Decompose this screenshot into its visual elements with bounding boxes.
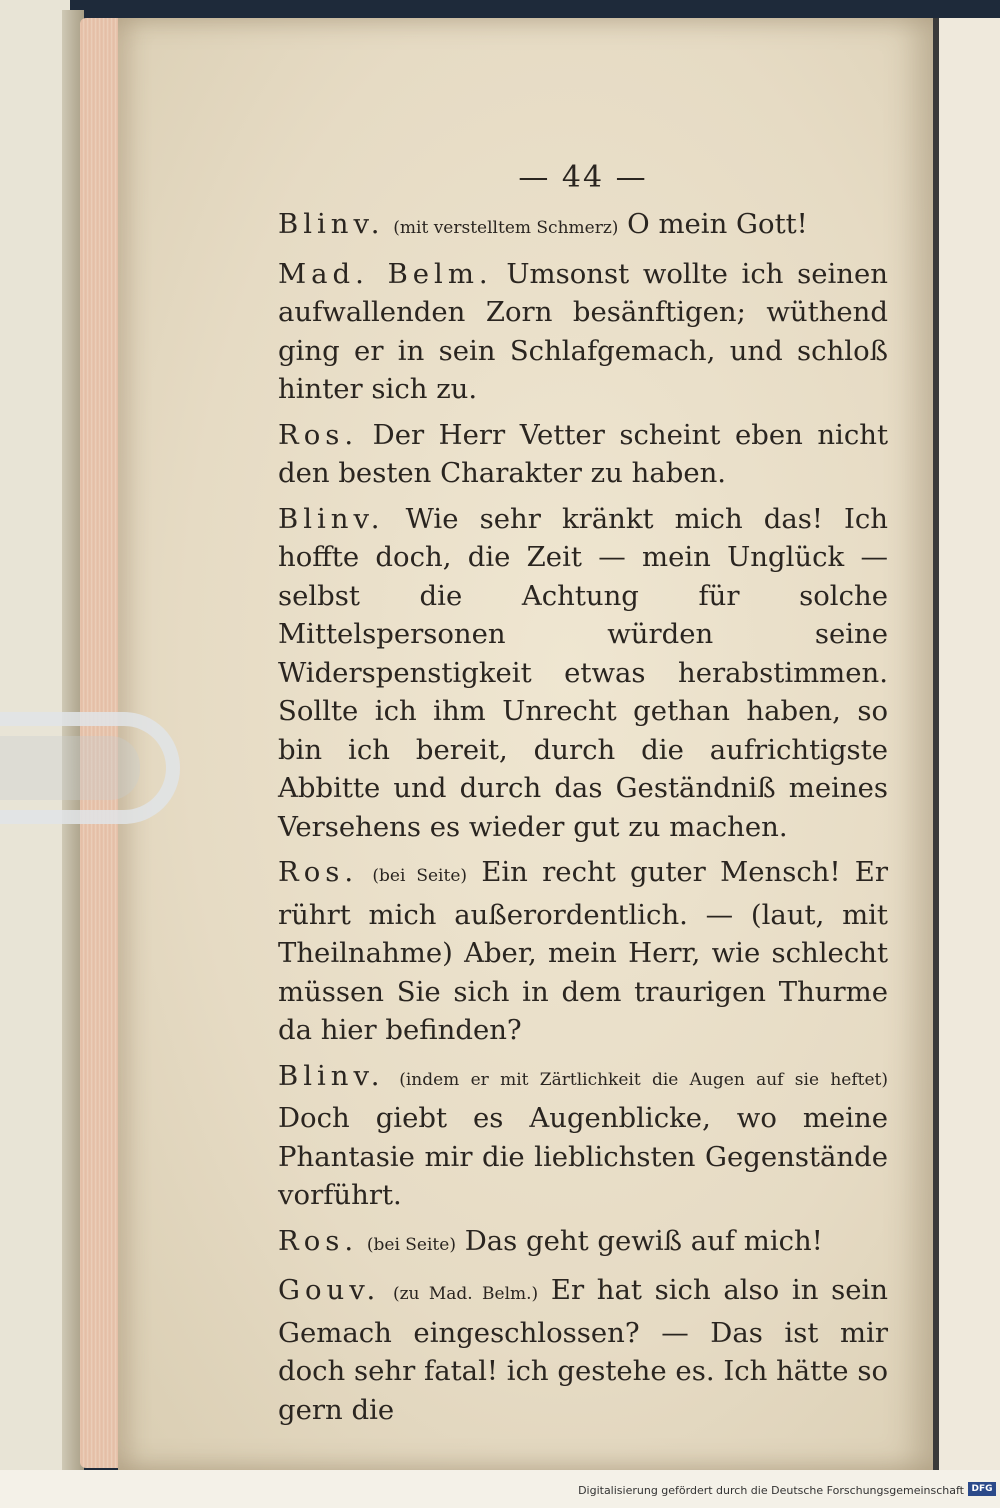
- paragraph: [278, 416, 888, 493]
- stage-direction: (zu Mad. Belm.): [392, 1284, 539, 1304]
- paragraph: [278, 500, 888, 847]
- dialogue-text: Er hat sich also in sein Gemach eingeschlossen? — Das ist mir doch sehr fatal! ich gestehe es. Ich hätte so gern die: [278, 1274, 889, 1426]
- dialogue-text: Der Herr Vetter scheint eben nicht den besten Charakter zu haben.: [278, 418, 888, 489]
- footer-credit: Digitalisierung gefördert durch die Deutsche Forschungsgemeinschaft: [578, 1484, 964, 1497]
- page-clip: [0, 712, 195, 824]
- dialogue-text: Umsonst wollte ich seinen aufwallenden Zorn besänftigen; wüthend ging er in sein Schlafgemach, und schloß hinter sich zu.: [278, 257, 888, 405]
- paragraph: [278, 255, 888, 409]
- speaker-name: Mad. Belm.: [278, 257, 493, 290]
- stage-direction: (bei Seite): [372, 866, 468, 886]
- paragraph: [278, 1057, 888, 1215]
- speaker-name: Ros.: [278, 1224, 359, 1257]
- speaker-name: Gouv.: [278, 1274, 381, 1306]
- dialogue-text: O mein Gott!: [627, 208, 808, 240]
- stage-direction: (mit verstelltem Schmerz): [393, 218, 619, 238]
- paragraph: [278, 1271, 888, 1429]
- dialogue-text: Das geht gewiß auf mich!: [464, 1224, 823, 1257]
- paragraph: [278, 1222, 888, 1265]
- speaker-name: Ros.: [278, 418, 359, 451]
- facing-page-edge: [933, 18, 1000, 1470]
- speaker-name: Blinv.: [278, 1059, 385, 1092]
- dialogue-text: Ein recht guter Mensch! Er rührt mich außerordentlich. — (laut, mit Theilnahme) Aber, mein Herr, wie schlecht müssen Sie sich in dem traurigen Thurme da hier befinden?: [278, 856, 888, 1046]
- dfg-logo: DFG: [968, 1482, 996, 1496]
- paragraph: [278, 853, 888, 1050]
- dialogue-text: Wie sehr kränkt mich das! Ich hoffte doch, die Zeit — mein Unglück — selbst die Achtung für solche Mittelspersonen würden seine Widerspenstigkeit etwas herabstimmen. Sollte ich ihm Unrecht gethan haben, so bin ich bereit, durch die aufrichtigste Abbitte und durch das Geständniß meines Versehens es wieder gut zu machen.: [278, 502, 888, 843]
- stage-direction: (bei Seite): [366, 1234, 456, 1255]
- speaker-name: Blinv.: [278, 208, 385, 240]
- page-content: [278, 160, 888, 1436]
- speaker-name: Blinv.: [278, 502, 385, 535]
- speaker-name: Ros.: [278, 856, 359, 888]
- page-number: — 44 —: [518, 160, 648, 195]
- paragraph: [278, 205, 888, 248]
- dialogue-text: Doch giebt es Augenblicke, wo meine Phantasie mir die lieblichsten Gegenstände vorführt.: [278, 1102, 888, 1211]
- stage-direction: (indem er mit Zärtlichkeit die Augen auf sie heftet): [399, 1069, 888, 1090]
